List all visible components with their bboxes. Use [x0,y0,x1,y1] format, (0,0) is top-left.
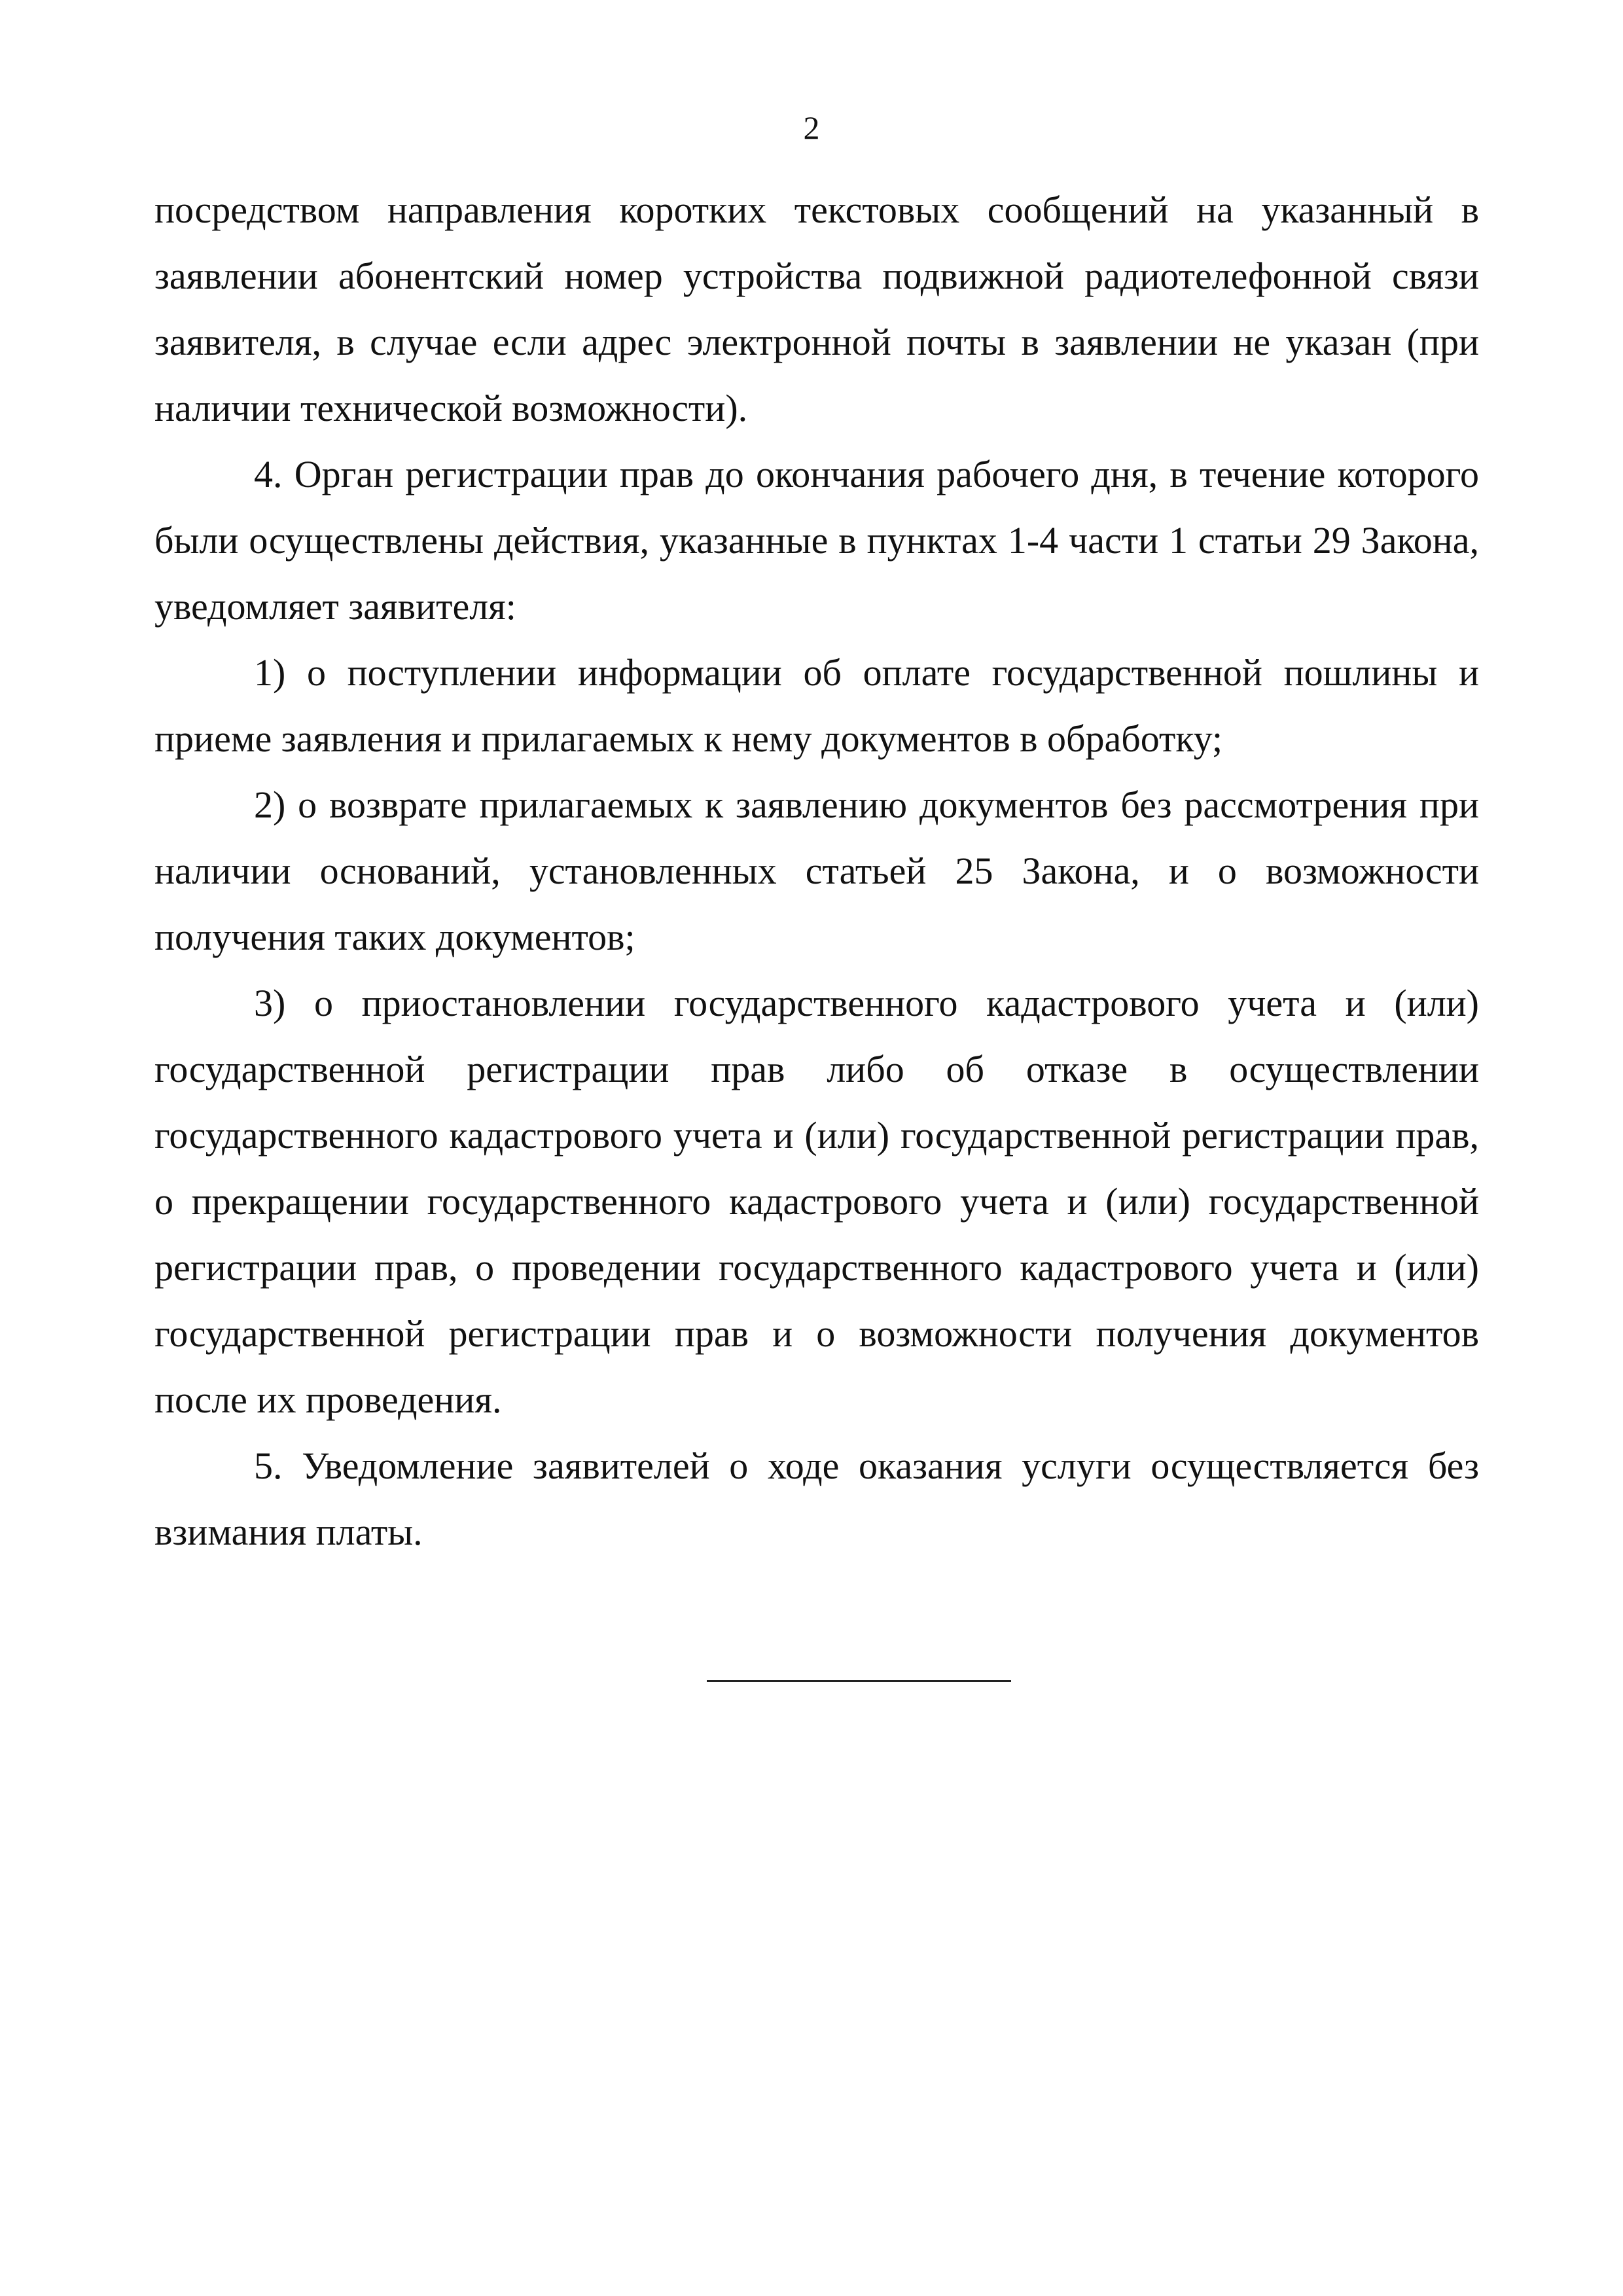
paragraph-subitem-1: 1) о поступлении информации об оплате государственной пошлины и приеме заявления и прилагаемых к нему документов в обработку; [154,651,1479,760]
paragraph-continuation: посредством направления коротких текстовых сообщений на указанный в заявлении абонентский номер устройства подвижной радиотелефонной связи заявителя, в случае если адрес электронной почты в заявлении не указан (при наличии технической возможности). [154,188,1479,429]
paragraph-item-5: 5. Уведомление заявителей о ходе оказания услуги осуществляется без взимания платы. [154,1444,1479,1553]
paragraph-item-4: 4. Орган регистрации прав до окончания рабочего дня, в течение которого были осуществлены действия, указанные в пунктах 1-4 части 1 статьи 29 Закона, уведомляет заявителя: [154,453,1479,628]
paragraph-subitem-3: 3) о приостановлении государственного кадастрового учета и (или) государственной регистрации прав либо об отказе в осуществлении государственного кадастрового учета и (или) государственной регистрации прав, о прекращении государственного кадастрового учета и (или) государственной регистрации прав, о проведении государственного кадастрового учета и (или) государственной регистрации прав и о возможности получения документов после их проведения. [154,982,1479,1421]
closing-separator-line [707,1680,1011,1682]
document-body [154,177,1479,1565]
paragraph-subitem-2: 2) о возврате прилагаемых к заявлению документов без рассмотрения при наличии оснований, установленных статьей 25 Закона, и о возможности получения таких документов; [154,783,1479,958]
page-number: 2 [803,109,820,146]
